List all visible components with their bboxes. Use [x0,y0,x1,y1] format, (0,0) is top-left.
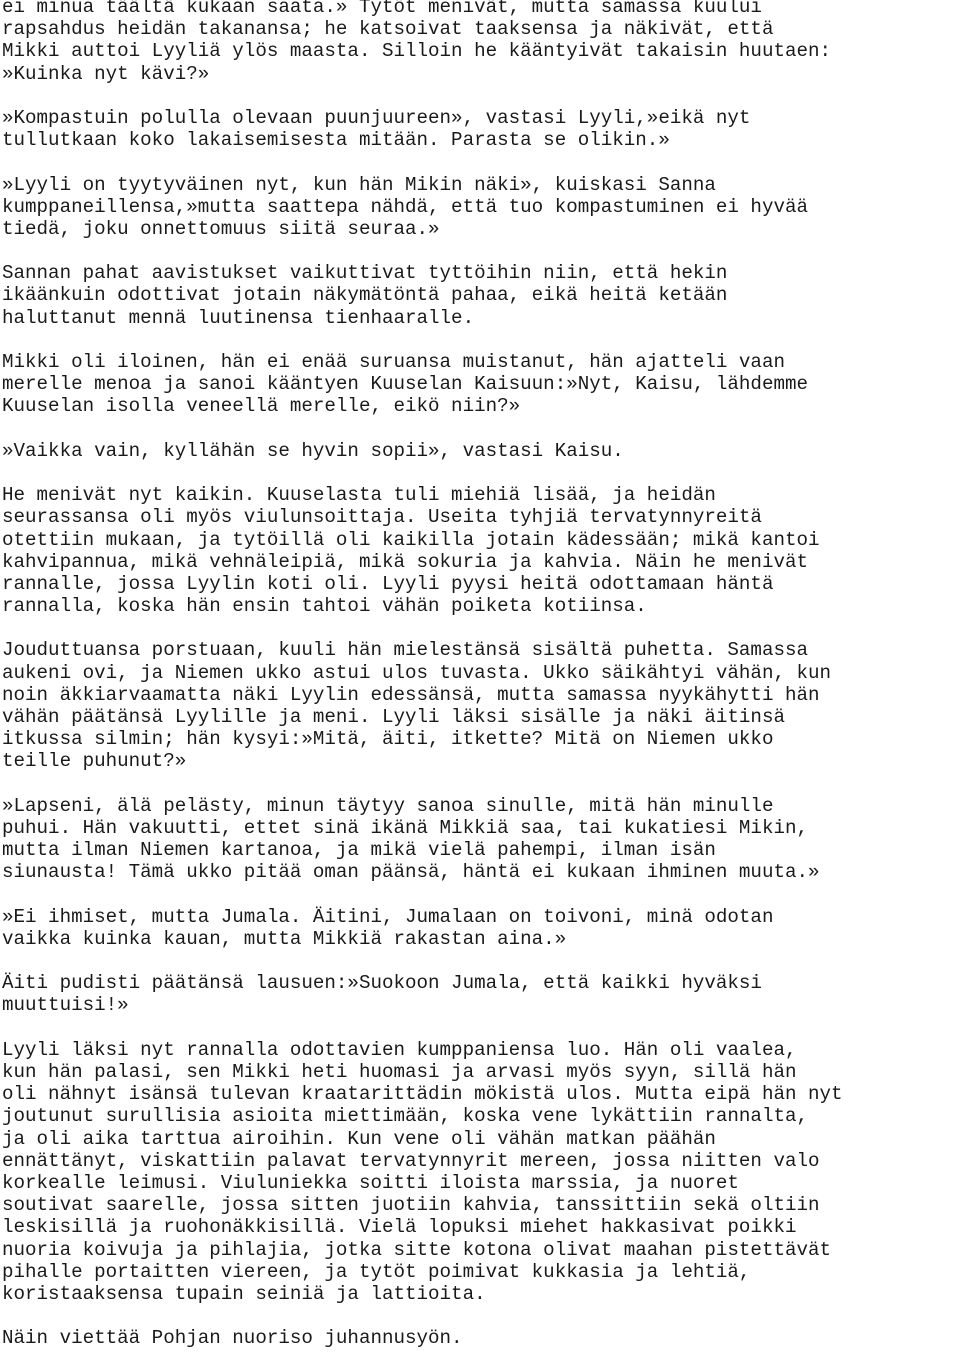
text-line: Lyyli läksi nyt rannalla odottavien kumppaniensa luo. Hän oli vaalea, [2,1038,797,1061]
text-line: pihalle portaitten viereen, ja tytöt poimivat kukkasia ja lehtiä, [2,1260,751,1283]
paragraph [2,639,960,772]
text-line: noin äkkiarvaamatta näki Lyylin edessänsä, mutta samassa nyykähytti hän [2,683,820,706]
text-line: soutivat saarelle, jossa sitten juotiin kahvia, tanssittiin sekä oltiin [2,1194,820,1217]
text-line: kumppaneillensa,»mutta saattepa nähdä, että tuo kompastuminen ei hyvää [2,195,809,218]
text-line: Kuuselan isolla veneellä merelle, eikö niin?» [2,395,521,418]
text-line: »Kuinka nyt kävi?» [2,62,210,85]
text-line: muuttuisi!» [2,994,129,1017]
paragraph [2,174,960,241]
text-line: »Lapseni, älä pelästy, minun täytyy sanoa sinulle, mitä hän minulle [2,794,774,817]
text-line: tullutkaan koko lakaisemisesta mitään. Parasta se olikin.» [2,129,670,152]
text-line: merelle menoa ja sanoi kääntyen Kuuselan Kaisuun:»Nyt, Kaisu, lähdemme [2,373,809,396]
text-line: Sannan pahat aavistukset vaikuttivat tyttöihin niin, että hekin [2,262,728,285]
paragraph [2,0,960,85]
text-line: ikäänkuin odottivat jotain näkymätöntä pahaa, eikä heitä ketään [2,284,728,307]
document-page [2,0,960,1372]
text-line: He menivät nyt kaikin. Kuuselasta tuli miehiä lisää, ja heidän [2,484,716,507]
text-line: »Lyyli on tyytyväinen nyt, kun hän Mikin näki», kuiskasi Sanna [2,173,716,196]
text-line: Näin viettää Pohjan nuoriso juhannusyön. [2,1327,463,1350]
text-line: »Kompastuin polulla olevaan puunjuureen», vastasi Lyyli,»eikä nyt [2,106,751,129]
text-line: ja oli aika tarttua airoihin. Kun vene oli vähän matkan päähän [2,1127,716,1150]
text-line: kahvipannua, mikä vehnäleipiä, mikä sokuria ja kahvia. Näin he menivät [2,550,809,573]
text-line: vaikka kuinka kauan, mutta Mikkiä rakastan aina.» [2,927,567,950]
paragraph [2,906,960,950]
text-line: aukeni ovi, ja Niemen ukko astui ulos tuvasta. Ukko säikähtyi vähän, kun [2,661,832,684]
paragraph [2,1327,960,1349]
text-line: kun hän palasi, sen Mikki heti huomasi ja arvasi myös syyn, sillä hän [2,1061,797,1083]
text-line: siunausta! Tämä ukko pitää oman päänsä, häntä ei kukaan ihminen muuta.» [2,861,820,884]
text-line: koristaaksensa tupain seiniä ja lattioita. [2,1282,486,1305]
text-line: Äiti pudisti päätänsä lausuen:»Suokoon Jumala, että kaikki hyväksi [2,972,762,995]
paragraph [2,262,960,329]
paragraph [2,484,960,617]
text-line: Jouduttuansa porstuaan, kuuli hän mielestänsä sisältä puhetta. Samassa [2,639,809,662]
text-line: tiedä, joku onnettomuus siitä seuraa.» [2,217,440,240]
text-line: haluttanut mennä luutinensa tienhaaralle. [2,306,475,329]
text-line: itkussa silmin; hän kysyi:»Mitä, äiti, itkette? Mitä on Niemen ukko [2,728,774,751]
paragraph [2,440,960,462]
paragraph [2,972,960,1016]
text-line: Mikki oli iloinen, hän ei enää suruansa muistanut, hän ajatteli vaan [2,351,785,373]
text-line: leskisillä ja ruohonäkkisillä. Vielä lopuksi miehet hakkasivat poikki [2,1216,797,1239]
text-line: ennättänyt, viskattiin palavat tervatynnyrit mereen, jossa niitten valo [2,1149,820,1172]
text-line: otettiin mukaan, ja tytöillä oli kaikilla jotain kädessään; mikä kantoi [2,528,820,551]
text-line: korkealle leimusi. Viuluniekka soitti iloista marssia, ja nuoret [2,1171,739,1194]
text-line: ei minua täältä kukaan saata.» Tytöt menivät, mutta samassa kuului [2,0,762,18]
text-line: »Ei ihmiset, mutta Jumala. Äitini, Jumalaan on toivoni, minä odotan [2,905,774,928]
text-line: rannalle, jossa Lyylin koti oli. Lyyli pyysi heitä odottamaan häntä [2,572,774,595]
paragraph [2,1039,960,1305]
paragraph [2,351,960,418]
text-line: oli nähnyt isänsä tulevan kraatarittädin mökistä ulos. Mutta eipä hän nyt [2,1083,843,1106]
text-line: rapsahdus heidän takanansa; he katsoivat taaksensa ja näkivät, että [2,18,774,41]
paragraph [2,795,960,884]
text-line: nuoria koivuja ja pihlajia, jotka sitte kotona olivat maahan pistettävät [2,1238,832,1261]
text-line: vähän päätänsä Lyylille ja meni. Lyyli läksi sisälle ja näki äitinsä [2,706,785,728]
text-line: mutta ilman Niemen kartanoa, ja mikä vielä pahempi, ilman isän [2,839,716,862]
text-line: joutunut surullisia asioita miettimään, koska vene lykättiin rannalta, [2,1105,809,1128]
text-line: seurassansa oli myös viulunsoittaja. Useita tyhjiä tervatynnyreitä [2,506,762,529]
paragraph [2,107,960,151]
text-line: »Vaikka vain, kyllähän se hyvin sopii», vastasi Kaisu. [2,439,624,462]
text-line: puhui. Hän vakuutti, ettet sinä ikänä Mikkiä saa, tai kukatiesi Mikin, [2,816,809,839]
text-line: Mikki auttoi Lyyliä ylös maasta. Silloin he kääntyivät takaisin huutaen: [2,40,832,63]
text-line: teille puhunut?» [2,750,187,773]
text-line: rannalla, koska hän ensin tahtoi vähän poiketa kotiinsa. [2,595,647,618]
